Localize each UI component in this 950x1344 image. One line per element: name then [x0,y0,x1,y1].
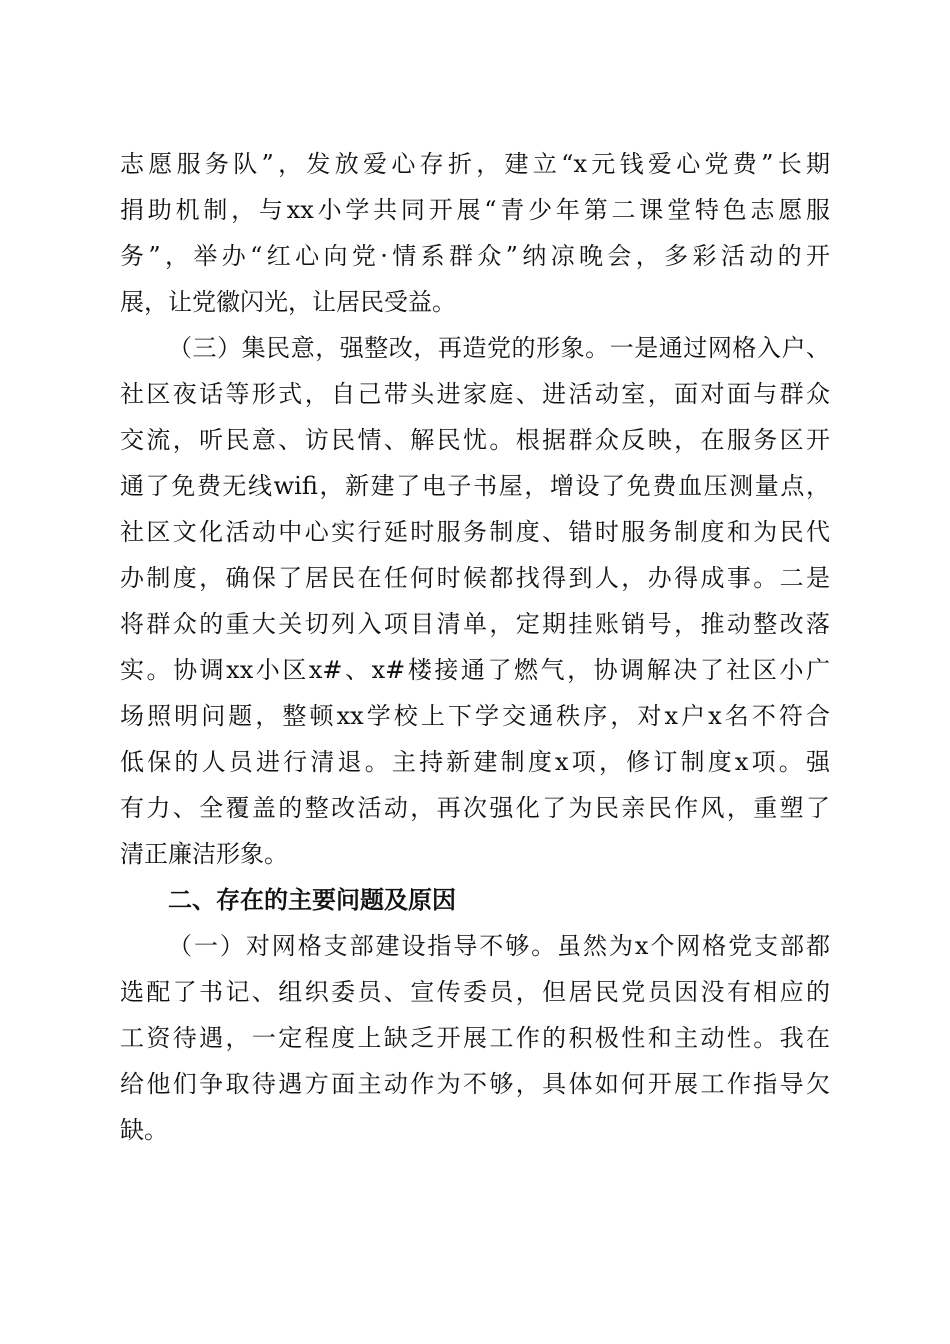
paragraph-line: 给他们争取待遇方面主动作为不够，具体如何开展工作指导欠 [120,1070,830,1098]
paragraph-line: （三）集民意，强整改，再造党的形象。一是通过网格入户、 [168,334,830,362]
paragraph-line: 社区文化活动中心实行延时服务制度、错时服务制度和为民代 [120,518,830,546]
section-heading: 二、存在的主要问题及原因 [168,886,456,914]
paragraph-line: 工资待遇，一定程度上缺乏开展工作的积极性和主动性。我在 [120,1024,830,1052]
paragraph-line: 展，让党徽闪光，让居民受益。 [120,288,456,316]
paragraph-line: 清正廉洁形象。 [120,840,288,868]
paragraph-line: 捐助机制，与xx小学共同开展“青少年第二课堂特色志愿服 [120,196,830,224]
paragraph-line: 交流，听民意、访民情、解民忧。根据群众反映，在服务区开 [120,426,830,454]
paragraph-line: 志愿服务队”，发放爱心存折，建立“x元钱爱心党费”长期 [120,150,830,178]
paragraph-line: （一）对网格支部建设指导不够。虽然为x个网格党支部都 [168,932,830,960]
paragraph-line: 有力、全覆盖的整改活动，再次强化了为民亲民作风，重塑了 [120,794,830,822]
paragraph-line: 社区夜话等形式，自己带头进家庭、进活动室，面对面与群众 [120,380,830,408]
paragraph-line: 办制度，确保了居民在任何时候都找得到人，办得成事。二是 [120,564,830,592]
paragraph-line: 通了免费无线wifi，新建了电子书屋，增设了免费血压测量点， [120,472,830,500]
paragraph-line: 场照明问题，整顿xx学校上下学交通秩序，对x户x名不符合 [120,702,830,730]
paragraph-line: 将群众的重大关切列入项目清单，定期挂账销号，推动整改落 [120,610,830,638]
paragraph-line: 务”，举办“红心向党·情系群众”纳凉晚会，多彩活动的开 [120,242,830,270]
paragraph-line: 低保的人员进行清退。主持新建制度x项，修订制度x项。强 [120,748,830,776]
paragraph-line: 实。协调xx小区x#、x#楼接通了燃气，协调解决了社区小广 [120,656,830,684]
paragraph-line: 缺。 [120,1116,168,1144]
paragraph-line: 选配了书记、组织委员、宣传委员，但居民党员因没有相应的 [120,978,830,1006]
